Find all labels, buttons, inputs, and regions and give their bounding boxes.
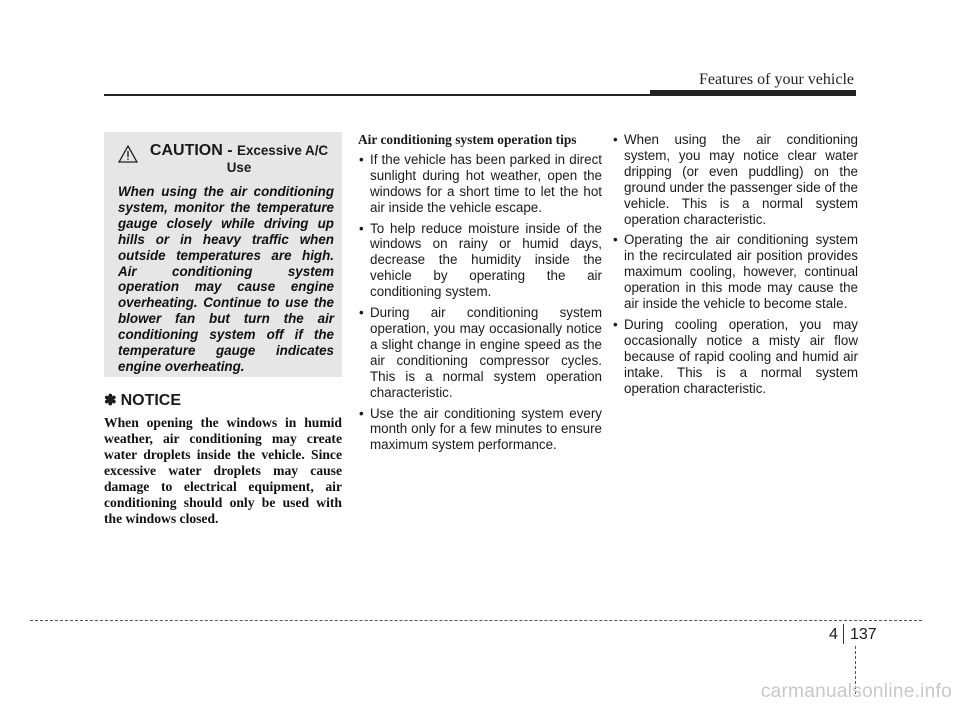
notice-label: NOTICE (120, 392, 182, 409)
caution-subject-line1: Excessive A/C (237, 143, 329, 158)
list-item: • To help reduce moisture inside of the windows on rainy or humid days, decrease the humidity inside the vehicle by operating the air conditioning system. (358, 221, 602, 301)
caution-subject-line2: Use (226, 160, 252, 175)
tips-heading: Air conditioning system operation tips (358, 132, 577, 147)
notice-text: When opening the windows in humid weather, air conditioning may create water droplets inside the vehicle. Since excessive water droplets may cause damage to electrical equipment, air conditioning should only be used with the windows closed. (104, 414, 342, 526)
warning-triangle-icon (118, 145, 138, 163)
header-rule-accent (650, 90, 856, 96)
tips-list-continued (612, 132, 858, 397)
chapter-number: 4 (829, 626, 838, 643)
list-item: • During cooling operation, you may occasionally notice a misty air flow because of rapid cooling and humid air intake. This is a normal system operation characteristic. (612, 317, 858, 397)
list-item: • If the vehicle has been parked in direct sunlight during hot weather, open the windows for a short time to let the hot air inside the vehicle escape. (358, 152, 602, 216)
notice-title (104, 393, 342, 409)
column-right (612, 132, 858, 402)
footer-rule (30, 620, 922, 621)
list-item: • Use the air conditioning system every month only for a few minutes to ensure maximum system performance. (358, 406, 602, 454)
list-item: • When using the air conditioning system, you may notice clear water dripping (or even puddling) on the ground under the passenger side of the vehicle. This is a normal system operation characteristic. (612, 132, 858, 227)
page-header-title: Features of your vehicle (698, 71, 854, 88)
notice-star-icon: ✽ (104, 392, 117, 409)
caution-box (104, 132, 342, 377)
watermark: carmanualsonline.info (760, 681, 952, 702)
page-number: 137 (850, 626, 877, 643)
caution-title (144, 142, 334, 176)
list-item: • Operating the air conditioning system in the recirculated air position provides maximum cooling, however, continual operation in this mode may cause the air inside the vehicle to become stale. (612, 232, 858, 312)
caution-header (118, 142, 334, 176)
column-middle (358, 132, 602, 458)
page-number-separator (843, 624, 844, 644)
caution-label: CAUTION - (149, 142, 238, 159)
column-left (104, 132, 342, 527)
caution-text: When using the air conditioning system, monitor the temperature gauge closely while driving up hills or in heavy traffic when outside temperatures are high. Air conditioning system operation may cause engine overheating. Continue to use the blower fan but turn the air conditioning system off if the temperature gauge indicates engine overheating. (118, 184, 334, 374)
tips-list (358, 152, 602, 453)
list-item: • During air conditioning system operation, you may occasionally notice a slight change in engine speed as the air conditioning compressor cycles. This is a normal system operation characteristic. (358, 305, 602, 400)
